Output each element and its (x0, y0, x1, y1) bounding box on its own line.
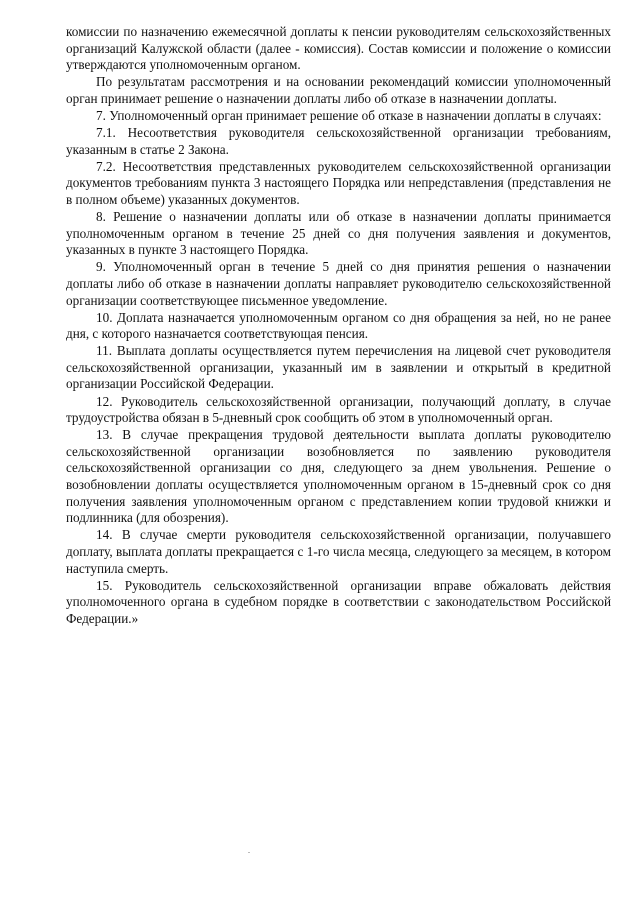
paragraph-continuation: комиссии по назначению ежемесячной доплаты к пенсии руководителям сельскохозяйственных организаций Калужской области (далее - комиссия). Состав комиссии и положение о комиссии утверждаются уполномоченным органом. (66, 24, 611, 73)
scan-speck (248, 852, 250, 853)
paragraph-item-9: 9. Уполномоченный орган в течение 5 дней со дня принятия решения о назначении доплаты либо об отказе в назначении доплаты направляет руководителю сельскохозяйственной организации соответствующее письменное уведомление. (66, 259, 611, 308)
paragraph-commission-decision: По результатам рассмотрения и на основании рекомендаций комиссии уполномоченный орган принимает решение о назначении доплаты либо об отказе в назначении доплаты. (66, 74, 611, 106)
paragraph-item-7-2: 7.2. Несоответствия представленных руководителем сельскохозяйственной организации документов требованиям пункта 3 настоящего Порядка или непредставления (представления не в полном объеме) указанных документов. (66, 158, 611, 207)
paragraph-item-15: 15. Руководитель сельскохозяйственной организации вправе обжаловать действия уполномоченного органа в судебном порядке в соответствии с законодательством Российской Федерации.» (66, 577, 611, 626)
document-page (66, 24, 611, 628)
paragraph-item-10: 10. Доплата назначается уполномоченным органом со дня обращения за ней, но не ранее дня, с которого назначается соответствующая пенсия. (66, 309, 611, 342)
paragraph-item-11: 11. Выплата доплаты осуществляется путем перечисления на лицевой счет руководителя сельскохозяйственной организации, указанный им в заявлении и открытый в кредитной организации Российской Федерации. (66, 343, 611, 392)
paragraph-item-13: 13. В случае прекращения трудовой деятельности выплата доплаты руководителю сельскохозяйственной организации возобновляется по заявлению руководителя сельскохозяйственной организации со дня, следующего за днем увольнения. Решение о возобновлении доплаты осуществляется уполномоченным органом в 15-дневный срок со дня получения заявления уполномоченным органом с представлением копии трудовой книжки и подлинника (для обозрения). (66, 427, 611, 526)
paragraph-item-8: 8. Решение о назначении доплаты или об отказе в назначении доплаты принимается уполномоченным органом в течение 25 дней со дня получения заявления и документов, указанных в пункте 3 настоящего Порядка. (66, 209, 611, 258)
paragraph-item-7-1: 7.1. Несоответствия руководителя сельскохозяйственной организации требованиям, указанным в статье 2 Закона. (66, 125, 611, 157)
paragraph-item-7: 7. Уполномоченный орган принимает решение об отказе в назначении доплаты в случаях: (96, 107, 602, 123)
paragraph-item-14: 14. В случае смерти руководителя сельскохозяйственной организации, получавшего доплату, выплата доплаты прекращается с 1-го числа месяца, следующего за месяцем, в котором наступила смерть. (66, 527, 611, 576)
paragraph-item-12: 12. Руководитель сельскохозяйственной организации, получающий доплату, в случае трудоустройства обязан в 5-дневный срок сообщить об этом в уполномоченный орган. (66, 393, 611, 426)
